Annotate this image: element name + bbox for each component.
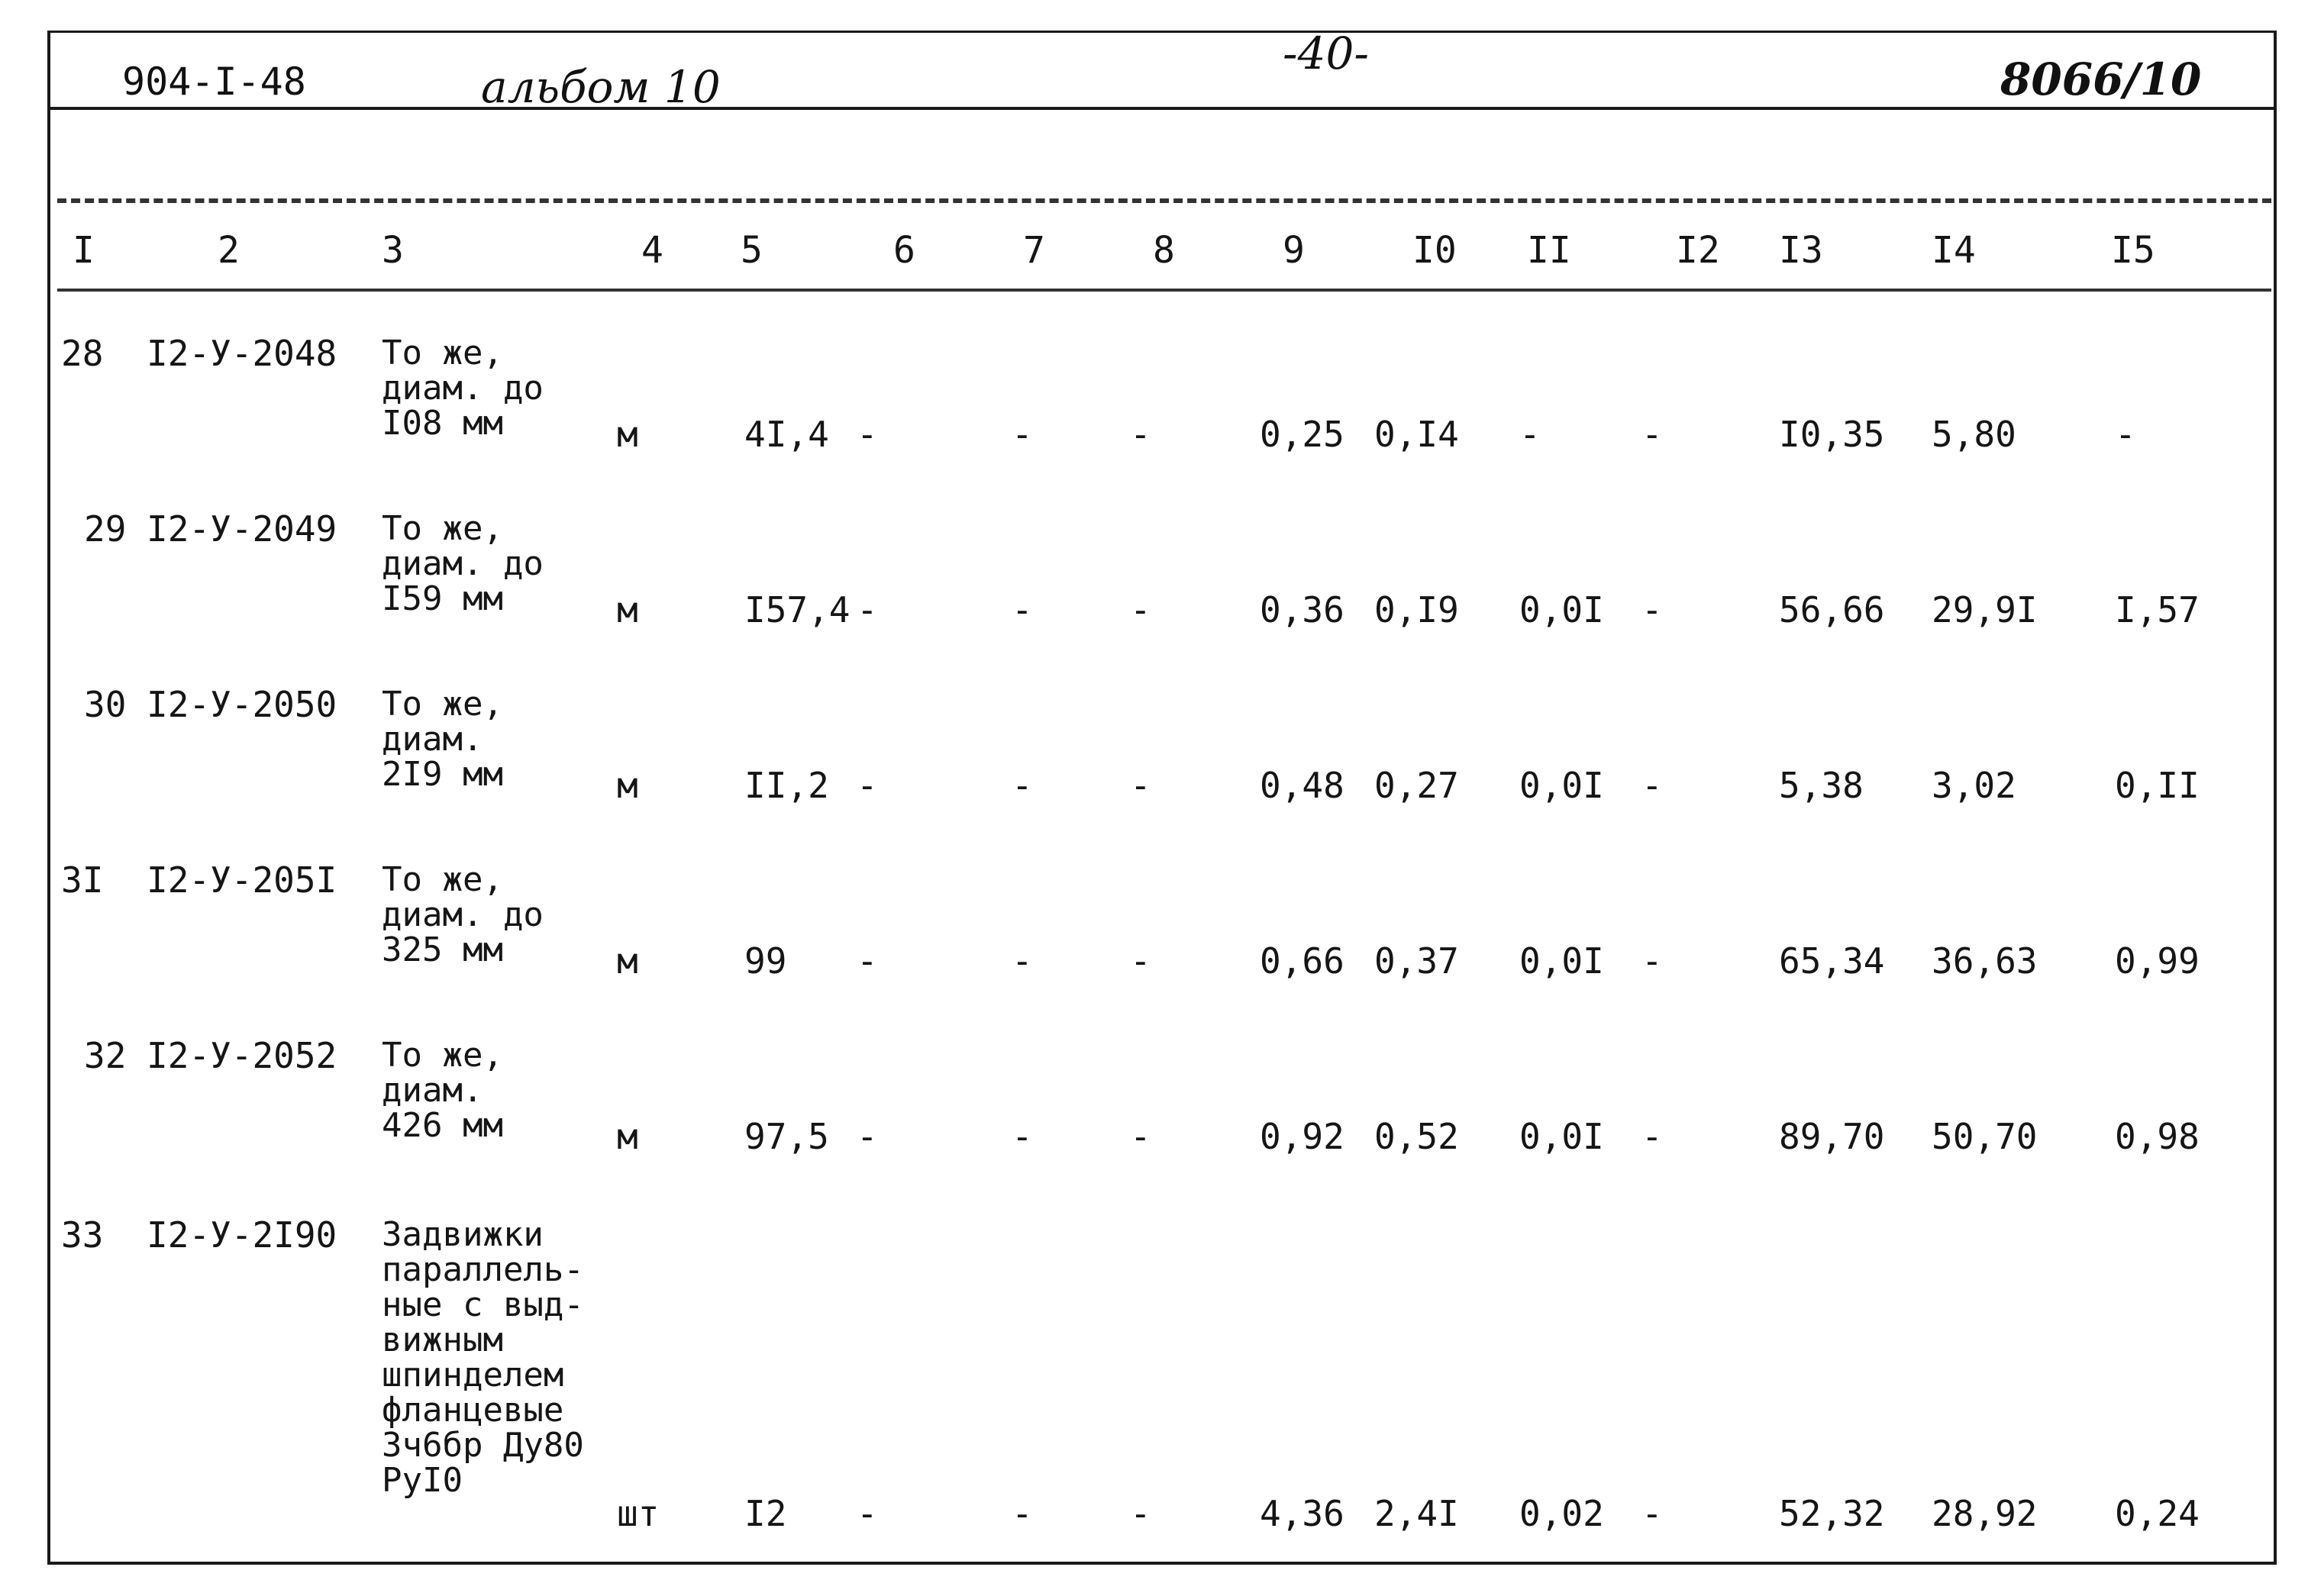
cell-n: 29 <box>84 508 127 550</box>
column-number: 4 <box>641 229 663 272</box>
column-number: I0 <box>1412 229 1457 272</box>
cell-c10: 2,4I <box>1374 1493 1459 1534</box>
cell-c13: 65,34 <box>1779 940 1885 982</box>
page-number: -40- <box>1283 27 1369 79</box>
cell-unit: м <box>617 414 638 455</box>
cell-description: То же, диам. до I08 мм <box>382 334 544 443</box>
cell-unit: м <box>617 589 638 630</box>
cell-description: То же, диам. 426 мм <box>382 1036 503 1145</box>
column-number: I5 <box>2111 229 2155 272</box>
cell-c14: 28,92 <box>1932 1493 2038 1534</box>
cell-c14: 5,80 <box>1932 414 2016 455</box>
cell-c8: - <box>1130 589 1151 630</box>
cell-c14: 29,9I <box>1932 589 2038 630</box>
cell-c9: 0,36 <box>1260 589 1344 630</box>
cell-c5: II,2 <box>744 765 829 806</box>
doc-code: 904-I-48 <box>122 60 306 104</box>
cell-c15: 0,98 <box>2115 1116 2200 1157</box>
cell-c6: - <box>857 589 878 630</box>
cell-c11: - <box>1519 414 1541 455</box>
cell-c15: 0,II <box>2115 765 2200 806</box>
column-number: I <box>73 229 95 272</box>
cell-c6: - <box>857 1116 878 1157</box>
cell-c13: I0,35 <box>1779 414 1885 455</box>
cell-c13: 52,32 <box>1779 1493 1885 1534</box>
cell-c9: 0,25 <box>1260 414 1344 455</box>
cell-c10: 0,I4 <box>1374 414 1459 455</box>
cell-c8: - <box>1130 414 1151 455</box>
cell-c11: 0,0I <box>1519 589 1604 630</box>
cell-c7: - <box>1012 765 1033 806</box>
cell-c5: 4I,4 <box>744 414 829 455</box>
cell-c7: - <box>1012 940 1033 982</box>
cell-c10: 0,I9 <box>1374 589 1459 630</box>
cell-code: I2-У-2I90 <box>147 1214 337 1256</box>
column-number: I2 <box>1676 229 1720 272</box>
cell-n: 28 <box>61 333 104 374</box>
sheet-number: 8066/10 <box>2000 53 2202 105</box>
cell-c13: 89,70 <box>1779 1116 1885 1157</box>
cell-c6: - <box>857 414 878 455</box>
cell-c5: I57,4 <box>744 589 851 630</box>
cell-c9: 0,66 <box>1260 940 1344 982</box>
cell-c7: - <box>1012 589 1033 630</box>
cell-code: I2-У-2048 <box>147 333 337 374</box>
cell-unit: м <box>617 1116 638 1157</box>
cell-n: 33 <box>61 1214 104 1256</box>
cell-c8: - <box>1130 1493 1151 1534</box>
cell-c14: 3,02 <box>1932 765 2016 806</box>
column-number: II <box>1527 229 1571 272</box>
cell-unit: м <box>617 940 638 982</box>
cell-c7: - <box>1012 414 1033 455</box>
cell-c12: - <box>1641 1116 1663 1157</box>
column-number: 8 <box>1153 229 1175 272</box>
cell-description: То же, диам. до I59 мм <box>382 509 544 618</box>
cell-c5: 97,5 <box>744 1116 829 1157</box>
cell-c11: 0,0I <box>1519 765 1604 806</box>
cell-n: 32 <box>84 1035 127 1076</box>
cell-c14: 50,70 <box>1932 1116 2038 1157</box>
cell-c10: 0,52 <box>1374 1116 1459 1157</box>
cell-code: I2-У-2052 <box>147 1035 337 1076</box>
cell-c12: - <box>1641 940 1663 982</box>
cell-c9: 4,36 <box>1260 1493 1344 1534</box>
column-number: I3 <box>1779 229 1823 272</box>
cell-n: 30 <box>84 684 127 725</box>
cell-unit: шт <box>617 1493 660 1534</box>
cell-c6: - <box>857 940 878 982</box>
cell-c8: - <box>1130 1116 1151 1157</box>
cell-c7: - <box>1012 1493 1033 1534</box>
cell-c14: 36,63 <box>1932 940 2038 982</box>
cell-c5: I2 <box>744 1493 787 1534</box>
cell-c10: 0,37 <box>1374 940 1459 982</box>
cell-c6: - <box>857 765 878 806</box>
column-number: I4 <box>1932 229 1976 272</box>
cell-c11: 0,0I <box>1519 1116 1604 1157</box>
column-number: 3 <box>382 229 404 272</box>
cell-c5: 99 <box>744 940 787 982</box>
cell-c10: 0,27 <box>1374 765 1459 806</box>
cell-c12: - <box>1641 1493 1663 1534</box>
cell-c13: 56,66 <box>1779 589 1885 630</box>
cell-c9: 0,48 <box>1260 765 1344 806</box>
cell-description: Задвижки параллель- ные с выд- вижным шпинделем фланцевые 3ч6бр Ду80 РуI0 <box>382 1215 584 1500</box>
cell-c9: 0,92 <box>1260 1116 1344 1157</box>
album-label: альбом 10 <box>481 61 721 113</box>
column-number: 5 <box>741 229 763 272</box>
column-number: 2 <box>218 229 240 272</box>
cell-c15: 0,24 <box>2115 1493 2200 1534</box>
column-number: 7 <box>1023 229 1045 272</box>
cell-c13: 5,38 <box>1779 765 1864 806</box>
cell-c15: 0,99 <box>2115 940 2200 982</box>
cell-code: I2-У-205I <box>147 859 337 901</box>
column-number: 9 <box>1283 229 1305 272</box>
cell-c7: - <box>1012 1116 1033 1157</box>
cell-c8: - <box>1130 940 1151 982</box>
column-header-bottom-rule <box>57 289 2271 292</box>
cell-c12: - <box>1641 589 1663 630</box>
column-header-top-rule <box>57 198 2271 203</box>
cell-c6: - <box>857 1493 878 1534</box>
cell-c12: - <box>1641 414 1663 455</box>
header-rule <box>47 107 2277 110</box>
cell-description: То же, диам. 2I9 мм <box>382 685 503 794</box>
column-number: 6 <box>893 229 915 272</box>
cell-c15: I,57 <box>2115 589 2200 630</box>
cell-code: I2-У-2050 <box>147 684 337 725</box>
cell-c11: 0,0I <box>1519 940 1604 982</box>
cell-description: То же, диам. до 325 мм <box>382 860 544 969</box>
cell-c11: 0,02 <box>1519 1493 1604 1534</box>
cell-n: 3I <box>61 859 104 901</box>
cell-c12: - <box>1641 765 1663 806</box>
cell-c15: - <box>2115 414 2136 455</box>
cell-code: I2-У-2049 <box>147 508 337 550</box>
cell-c8: - <box>1130 765 1151 806</box>
cell-unit: м <box>617 765 638 806</box>
